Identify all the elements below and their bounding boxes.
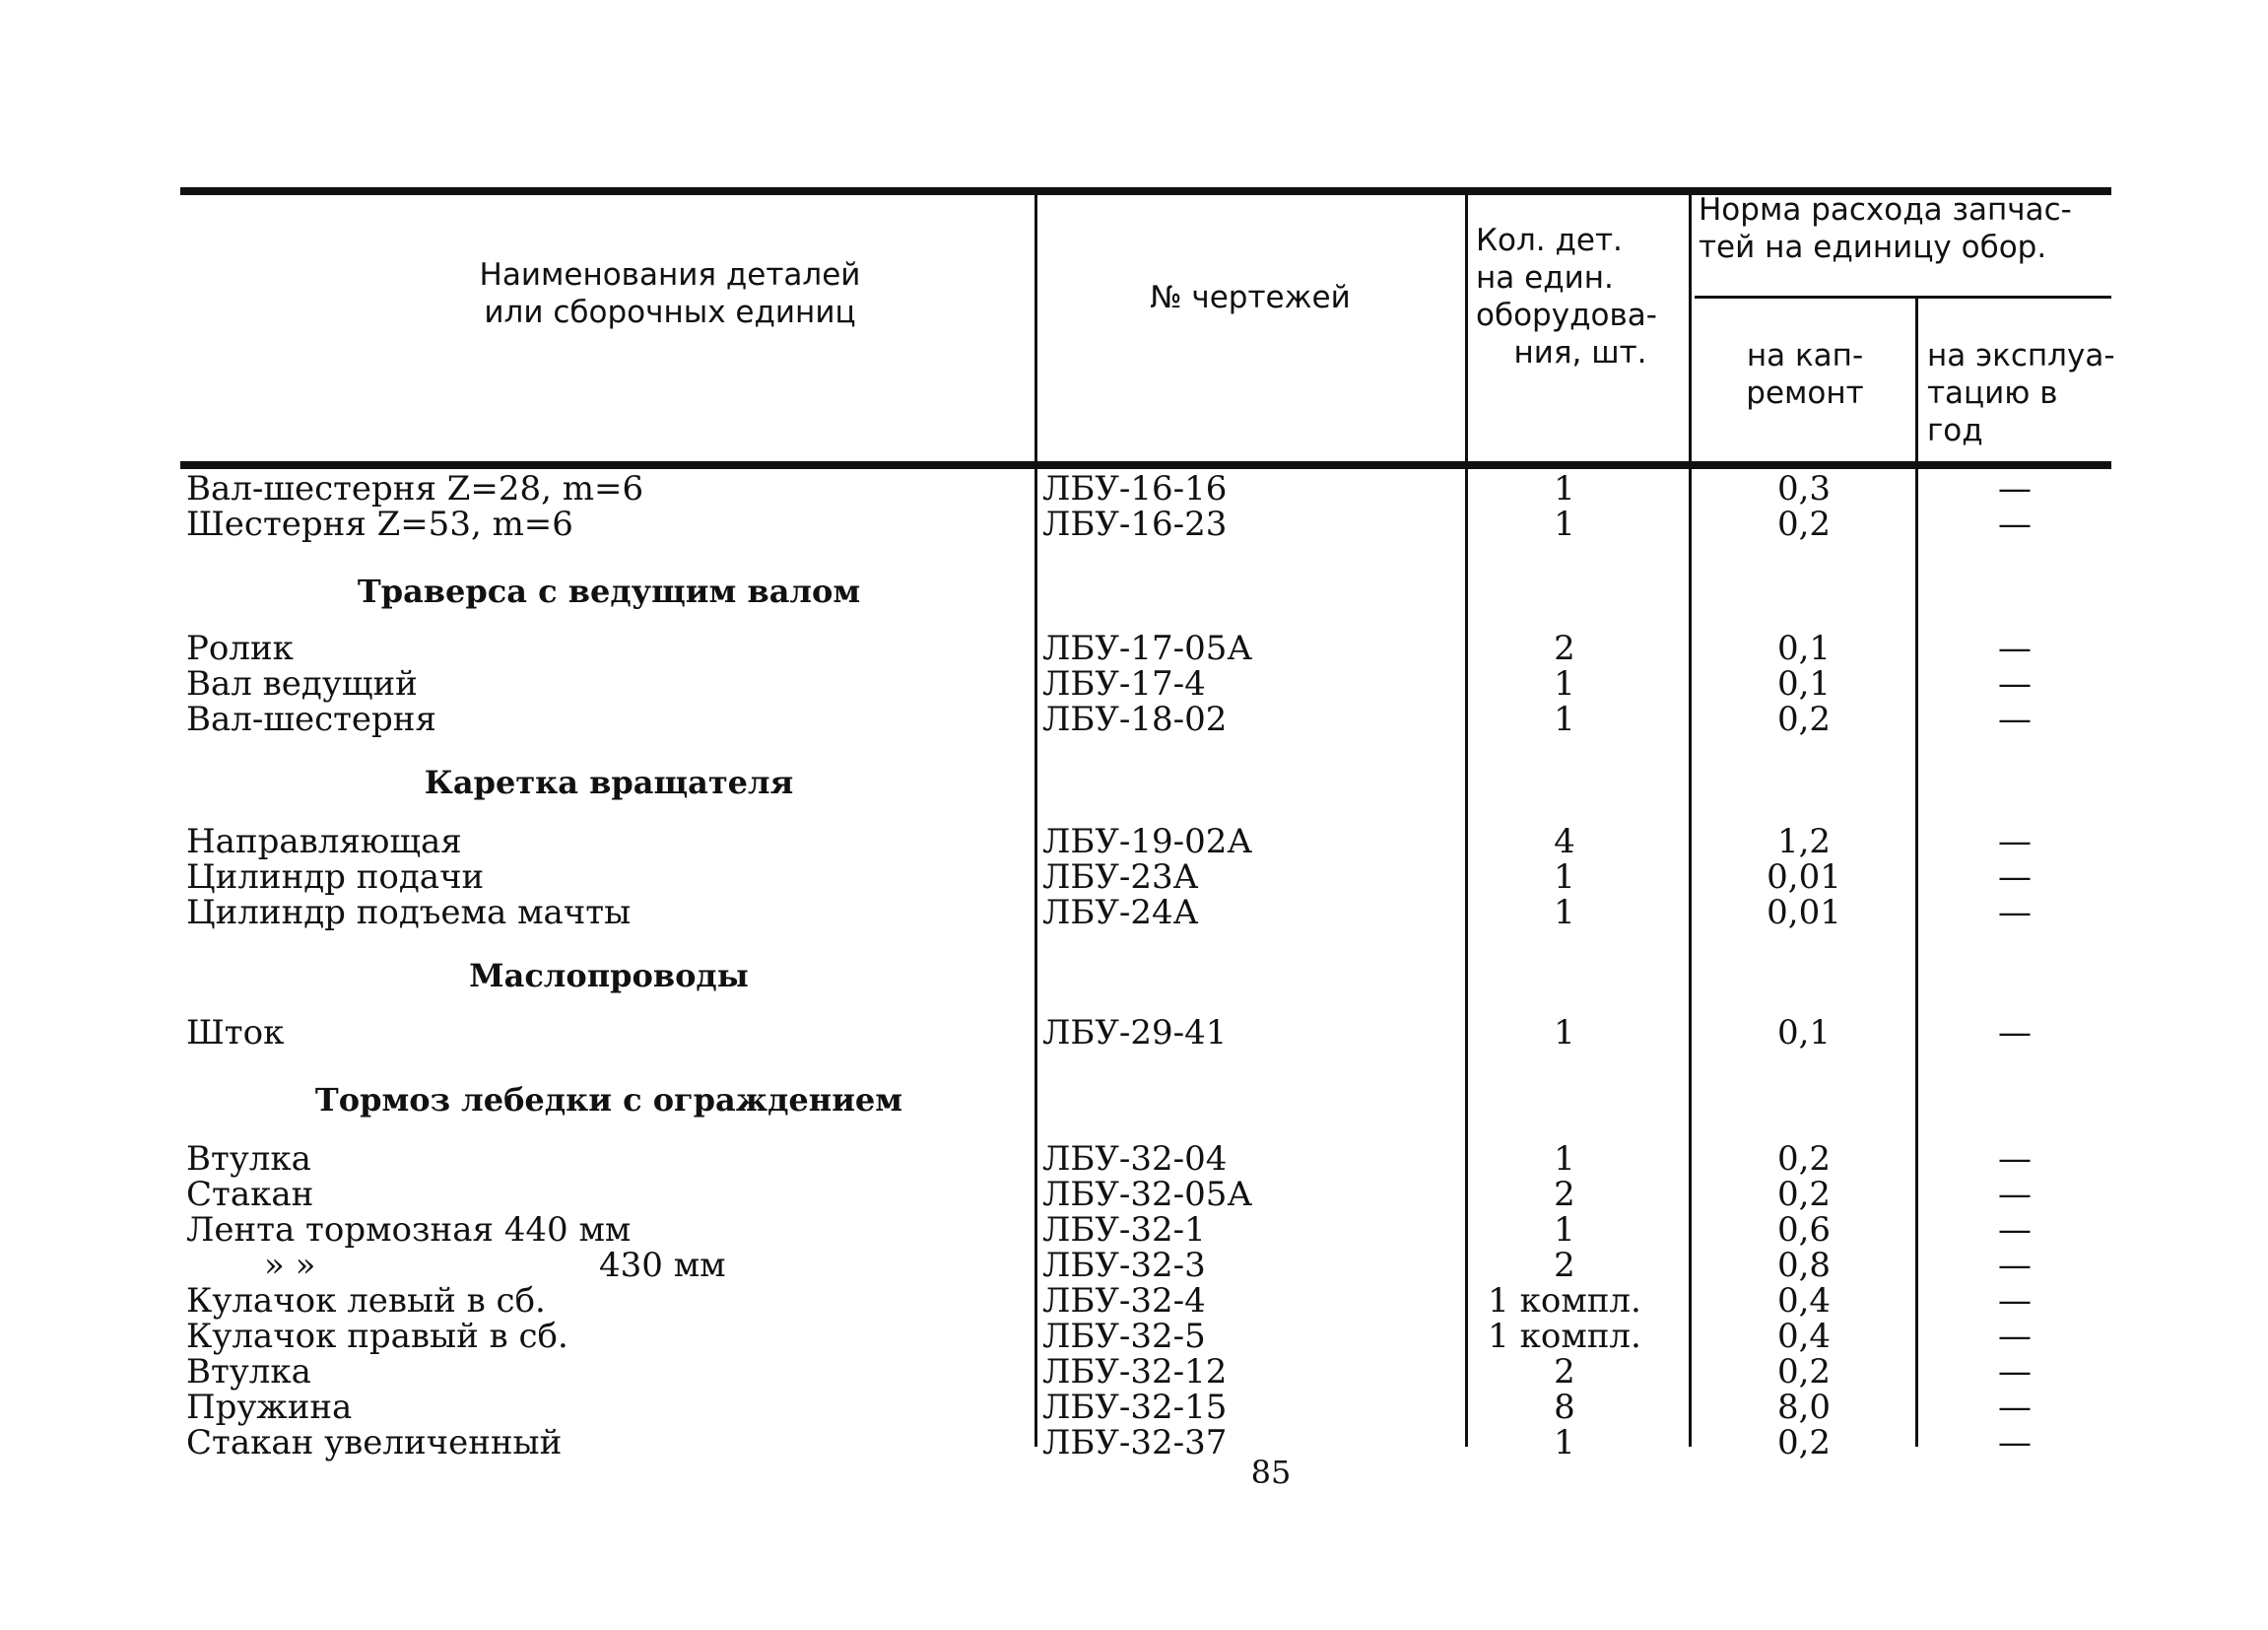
header-exploitation: [1921, 337, 2118, 449]
quantity: 1: [1554, 505, 1575, 544]
table-row: [180, 1354, 2111, 1390]
drawing-number: ЛБУ-23А: [1042, 857, 1199, 897]
exploitation-norm: —: [1998, 1388, 2032, 1427]
part-name: Втулка: [186, 1139, 311, 1179]
section-heading: Маслопроводы: [469, 957, 749, 994]
section-heading: Тормоз лебедки с ограждением: [314, 1081, 903, 1119]
exploitation-norm: —: [1998, 1352, 2032, 1392]
kap-remont-norm: 0,3: [1776, 469, 1832, 509]
part-name: Ролик: [186, 629, 294, 668]
exploitation-norm: —: [1998, 505, 2032, 544]
drawing-number: ЛБУ-19-02А: [1042, 822, 1253, 861]
drawing-number: ЛБУ-32-15: [1042, 1388, 1228, 1427]
table-header-rule: [180, 461, 2111, 469]
drawing-number: ЛБУ-29-41: [1042, 1013, 1228, 1053]
exploitation-norm: —: [1998, 469, 2032, 509]
table-row: [180, 1425, 2111, 1460]
quantity: 1: [1554, 664, 1575, 704]
norma-subheader-rule: [1695, 296, 2111, 299]
part-name-ditto: » »: [264, 1246, 316, 1285]
table-row: [180, 631, 2111, 666]
drawing-number: ЛБУ-32-3: [1042, 1246, 1206, 1285]
kap-remont-norm: 0,4: [1776, 1317, 1832, 1356]
drawing-number: ЛБУ-32-37: [1042, 1423, 1228, 1462]
exploitation-norm: —: [1998, 893, 2032, 932]
drawing-number: ЛБУ-17-4: [1042, 664, 1206, 704]
header-kap-line: на кап-: [1746, 338, 1864, 374]
table-row: [180, 1390, 2111, 1425]
kap-remont-norm: 0,01: [1767, 857, 1841, 897]
exploitation-norm: —: [1998, 1246, 2032, 1285]
exploitation-norm: —: [1998, 1210, 2032, 1250]
table-row: [180, 666, 2111, 702]
header-norma-line: Норма расхода запчас-: [1699, 192, 2072, 228]
header-drawing: № чертежей: [1150, 280, 1351, 315]
quantity: 1: [1554, 469, 1575, 509]
header-quantity-line: Кол. дет.: [1476, 223, 1623, 258]
part-name: Цилиндр подъема мачты: [186, 893, 632, 932]
exploitation-norm: —: [1998, 822, 2032, 861]
part-name: Кулачок правый в сб.: [186, 1317, 568, 1356]
quantity: 1: [1554, 1139, 1575, 1179]
table-row: [180, 702, 2111, 737]
header-quantity: [1472, 222, 1685, 372]
header-expl-line: тацию в год: [1927, 375, 2058, 448]
table-row: [180, 859, 2111, 895]
kap-remont-norm: 0,2: [1776, 1175, 1832, 1214]
table-row: [180, 1283, 2111, 1319]
quantity: 2: [1554, 1175, 1575, 1214]
exploitation-norm: —: [1998, 1175, 2032, 1214]
exploitation-norm: —: [1998, 1423, 2032, 1462]
header-quantity-line: ния, шт.: [1513, 335, 1647, 371]
kap-remont-norm: 0,4: [1776, 1281, 1832, 1321]
part-name: Шток: [186, 1013, 285, 1053]
table-row: [180, 507, 2111, 542]
table-row: [180, 1319, 2111, 1354]
exploitation-norm: —: [1998, 1139, 2032, 1179]
quantity: 8: [1554, 1388, 1575, 1427]
kap-remont-norm: 1,2: [1776, 822, 1832, 861]
part-name: Направляющая: [186, 822, 462, 861]
part-name: Стакан увеличенный: [186, 1423, 563, 1462]
header-quantity-line: оборудова-: [1476, 298, 1657, 333]
part-name: Лента тормозная 440 мм: [186, 1210, 632, 1250]
part-name: Пружина: [186, 1388, 353, 1427]
header-quantity-line: на един.: [1476, 260, 1614, 296]
drawing-number: ЛБУ-16-16: [1042, 469, 1228, 509]
part-name: Кулачок левый в сб.: [186, 1281, 546, 1321]
quantity: 1: [1554, 700, 1575, 739]
part-name: Вал ведущий: [186, 664, 418, 704]
header-kap-line: ремонт: [1746, 375, 1864, 411]
quantity: 2: [1554, 1246, 1575, 1285]
header-kap-remont: [1699, 337, 1911, 412]
exploitation-norm: —: [1998, 664, 2032, 704]
kap-remont-norm: 8,0: [1776, 1388, 1832, 1427]
kap-remont-norm: 0,1: [1776, 629, 1832, 668]
part-name: Цилиндр подачи: [186, 857, 485, 897]
table-row: [180, 471, 2111, 507]
drawing-number: ЛБУ-32-04: [1042, 1139, 1228, 1179]
kap-remont-norm: 0,1: [1776, 1013, 1832, 1053]
kap-remont-norm: 0,8: [1776, 1246, 1832, 1285]
drawing-number: ЛБУ-18-02: [1042, 700, 1228, 739]
drawing-number: ЛБУ-32-05А: [1042, 1175, 1253, 1214]
table-row: [180, 824, 2111, 859]
part-name: Вал-шестерня Z=28, m=6: [186, 469, 644, 509]
kap-remont-norm: 0,01: [1767, 893, 1841, 932]
drawing-number: ЛБУ-24А: [1042, 893, 1199, 932]
exploitation-norm: —: [1998, 1281, 2032, 1321]
section-heading: Каретка вращателя: [424, 764, 794, 801]
drawing-number: ЛБУ-17-05А: [1042, 629, 1253, 668]
table-row: [180, 895, 2111, 930]
quantity: 2: [1554, 629, 1575, 668]
part-name: Втулка: [186, 1352, 311, 1392]
header-name-line: Наименования деталей: [479, 257, 861, 293]
header-norma-line: тей на единицу обор.: [1699, 230, 2047, 265]
drawing-number: ЛБУ-32-5: [1042, 1317, 1206, 1356]
quantity: 4: [1554, 822, 1575, 861]
exploitation-norm: —: [1998, 1013, 2032, 1053]
exploitation-norm: —: [1998, 700, 2032, 739]
part-name: Шестерня Z=53, m=6: [186, 505, 573, 544]
drawing-number: ЛБУ-32-4: [1042, 1281, 1206, 1321]
quantity: 1: [1554, 1423, 1575, 1462]
header-name: [315, 256, 1025, 331]
kap-remont-norm: 0,2: [1776, 700, 1832, 739]
drawing-number: ЛБУ-32-1: [1042, 1210, 1206, 1250]
part-name: Стакан: [186, 1175, 314, 1214]
kap-remont-norm: 0,2: [1776, 1139, 1832, 1179]
section-heading: Траверса с ведущим валом: [357, 573, 861, 610]
quantity: 1: [1554, 1013, 1575, 1053]
quantity: 1: [1554, 1210, 1575, 1250]
exploitation-norm: —: [1998, 857, 2032, 897]
table-row: [180, 1015, 2111, 1051]
table-row: [180, 1212, 2111, 1248]
part-name: Вал-шестерня: [186, 700, 436, 739]
drawing-number: ЛБУ-32-12: [1042, 1352, 1228, 1392]
table-row: [180, 1248, 2111, 1283]
kap-remont-norm: 0,6: [1776, 1210, 1832, 1250]
header-norma: [1699, 191, 2112, 266]
quantity: 1 компл.: [1488, 1317, 1641, 1356]
kap-remont-norm: 0,2: [1776, 1423, 1832, 1462]
quantity: 1: [1554, 857, 1575, 897]
kap-remont-norm: 0,1: [1776, 664, 1832, 704]
exploitation-norm: —: [1998, 629, 2032, 668]
quantity: 2: [1554, 1352, 1575, 1392]
quantity: 1: [1554, 893, 1575, 932]
drawing-number: ЛБУ-16-23: [1042, 505, 1228, 544]
quantity: 1 компл.: [1488, 1281, 1641, 1321]
kap-remont-norm: 0,2: [1776, 1352, 1832, 1392]
table-row: [180, 1141, 2111, 1177]
part-name-size: 430 мм: [599, 1246, 726, 1285]
table-row: [180, 1177, 2111, 1212]
kap-remont-norm: 0,2: [1776, 505, 1832, 544]
exploitation-norm: —: [1998, 1317, 2032, 1356]
header-expl-line: на эксплуа-: [1927, 338, 2115, 374]
page-number: 85: [1250, 1454, 1292, 1491]
header-name-line: или сборочных единиц: [484, 295, 856, 330]
